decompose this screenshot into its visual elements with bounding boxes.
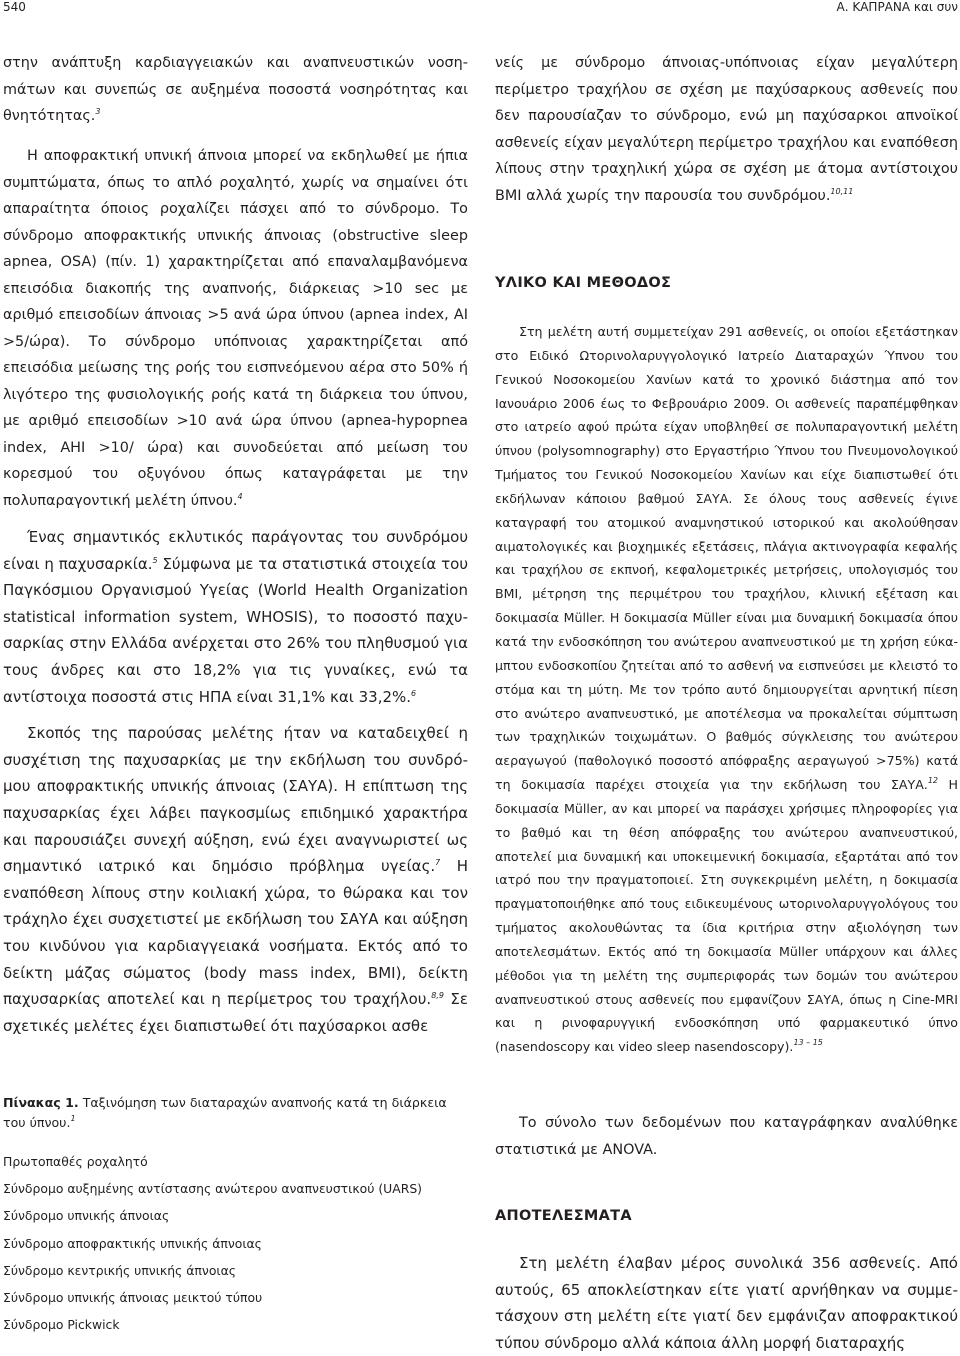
reference-marker: 8,9: [431, 991, 444, 1001]
table-row: Σύνδρομο υπνικής άπνοιας: [3, 1208, 170, 1224]
table-row: Σύνδρομο υπνικής άπνοιας μεικτού τύπου: [3, 1290, 263, 1306]
reference-marker: 7: [435, 858, 441, 868]
reference-marker: 12: [927, 776, 938, 786]
paragraph-text: Σκοπός της παρούσας μελέτης ήταν να καταδειχθεί η συσχέτιση της παχυσαρκίας με την εκδήλωση του συνδρόμου αποφρακτικής υπνικής άπνοιας (ΣΑΥΑ). Η επίπτωση της παχυσαρκίας έχει λάβει παγκοσμίως επιδημικό χαρακτήρα και παρουσιάζει συνεχή αύξηση, ενώ έχει αναγνωριστεί ως σημαντικό ιατρικό και δημόσιο πρόβλημα υγείας.: [3, 724, 468, 876]
reference-marker: 5: [152, 555, 158, 565]
paragraph-text: Σε σχετικές μελέτες έχει διαπιστωθεί ότι παχύσαρκοι ασθε: [3, 990, 469, 1035]
page-number: 540: [3, 0, 26, 14]
paragraph-neck-circumference: [495, 50, 958, 209]
table-caption: [3, 1093, 468, 1133]
paragraph-results: Στη μελέτη έλαβαν μέρος συνολικά 356 ασθενείς. Από αυτούς, 65 αποκλείστηκαν είτε γιατί αρνήθηκαν να συμμετάσχουν στη μελέτη είτε γιατί δεν εμφάνιζαν αποφρακτικού τύπου σύνδρομο αλλά κάποια άλλη μορφή διαταραχής: [495, 1254, 958, 1352]
paragraph-statistics: Το σύνολο των δεδομένων που καταγράφηκαν αναλύθηκε στατιστικά με ANOVA.: [495, 1115, 958, 1158]
paragraph-text: Σύμφωνα με τα στατιστικά στοιχεία του Παγκόσμιου Οργανισμού Υγείας (World Health Organization statistical information system, WHOSIS), το ποσοστό παχυσαρκίας στην Ελλάδα ανέρχεται στο 26% του πληθυσμού για τους άνδρες και στο 18,2% για τις γυναίκες, ενώ τα αντίστοιχα ποσοστά στις ΗΠΑ είναι 31,1% και 33,2%.: [3, 554, 468, 706]
running-head: Α. ΚΑΠΡΑΝΑ και συν: [836, 0, 958, 14]
reference-marker: 3: [95, 107, 101, 116]
table-rows: [3, 1148, 468, 1338]
paragraph-text: Η αποφρακτική υπνική άπνοια μπορεί να εκδηλωθεί με ήπια συμπτώματα, όπως το απλό ροχαλητό, χωρίς να σημαίνει ότι απαραίτητα όποιος ροχαλίζει πάσχει από το σύνδρομο. Το σύνδρομο αποφρακτικής υπνικής άπνοιας (obstructive sleep apnea, OSA) (πίν. 1) χαρακτηρίζεται από επαναλαμβανόμενα επεισόδια διακοπής της αναπνοής, διάρκειας >10 sec με αριθμό επεισοδίων άπνοιας >5 ανά ώρα ύπνου (apnea index, AI >5/ώρα). Το σύνδρομο υπόπνοιας χαρακτηρίζεται από επεισόδια μείωσης της ροής του εισπνεόμενου αέρα στο 50% ή λιγότερο της φυσιολογικής ροής κατά τη διάρκεια του ύπνου, με αριθμό επεισοδίων >10 ανά ώρα ύπνου (apnea-hypopnea index, AHI >10/ ώρα) και συνοδεύεται από μείωση του κορεσμού του οξυγόνου όπως καταγράφεται με την πολυπαραγοντική μελέτη ύπνου.: [3, 148, 468, 509]
paragraph-text: Η δοκιμασία Müller, αν και μπορεί να παράσχει χρήσιμες πληροφορίες για το βαθμό και τη θέση απόφραξης του ανώτερου αναπνευστικού, αποτελεί μια δυναμική και υποκειμενική δοκιμασία, εξαρτάται από τον ιατρό που την πραγματοποιεί. Στη συγκεκριμένη μελέτη, η δοκιμασία πραγματοποιήθηκε από τους ειδικευμένους ωτορινολαρυγγολόγους του τμήματος ακολουθώντας τα ίδια κριτήρια στην αξιολόγηση των αποτελεσμάτων. Εκτός από τη δοκιμασία Müller υπάρχουν και άλλες μέθοδοι για τη μελέτη της συμπεριφοράς των δομών του ανώτερου αναπνευστικού στους ασθενείς που εμφανίζουν ΣΑΥΑ, όπως η Cine-MRI και η ρινοφαρυγγική ενδοσκόπηση υπό φαρμακευτικό ύπνο (nasendoscopy και video sleep nasendoscopy).: [495, 777, 958, 1055]
table-row: Σύνδρομο αποφρακτικής υπνικής άπνοιας: [3, 1235, 262, 1251]
paragraph-obesity-factor: [3, 524, 468, 710]
paragraph-osa-definition: [3, 143, 468, 514]
table-row: Σύνδρομο αυξημένης αντίστασης ανώτερου αναπνευστικού (UARS): [3, 1181, 423, 1197]
caption-text: Ταξινόμηση των διαταραχών αναπνοής κατά τη διάρκεια του ύπνου.: [3, 1095, 447, 1130]
page-header: [0, 0, 960, 20]
table-row: Σύνδρομο κεντρικής υπνικής άπνοιας: [3, 1262, 237, 1278]
paragraph-text: νείς με σύνδρομο άπνοιας-υπόπνοιας είχαν μεγαλύτερη περίμετρο τραχήλου σε σχέση με παχύσαρκους ασθενείς που δεν παρουσίαζαν το σύνδρομο, ενώ μη παχύσαρκοι απνοϊκοί ασθενείς είχαν μεγαλύτερη περίμετρο τραχήλου και εναπόθεση λίπους στην τραχηλική χώρα σε σχέση με άτομα αντίστοιχου BMI αλλά χωρίς την παρουσία του συνδρόμου.: [495, 55, 958, 204]
paragraph-text: στην ανάπτυξη καρδιαγγειακών και αναπνευστικών νοσηmάτων και συνεπώς σε αυξημένα ποσοστά νοσηρότητας και θνητότητας.: [3, 55, 468, 124]
reference-marker: 4: [237, 491, 243, 501]
right-column: [495, 50, 958, 1352]
table-label: Πίνακας 1.: [3, 1095, 79, 1110]
reference-marker: 6: [411, 688, 417, 698]
left-column: [3, 50, 469, 1333]
paragraph-intro-end: [3, 50, 468, 130]
paragraph-text: Η εναπόθεση λίπους στην κοιλιακή χώρα, το θώρακα και τον τράχηλο έχει συσχετιστεί με εκδήλωση του ΣΑΥΑ και αύξηση του κινδύνου για καρδιαγγειακά νοσήματα. Εκτός από το δείκτη μάζας σώματος (body mass index, BMI), δείκτη παχυσαρκίας αποτελεί και η περίμετρος του τραχήλου.: [3, 857, 468, 1009]
section-heading-methods: ΥΛΙΚΟ ΚΑΙ ΜΕΘΟΔΟΣ: [495, 275, 672, 291]
reference-marker: 1: [70, 1114, 76, 1123]
paragraph-text: Ένας σημαντικός εκλυτικός παράγοντας του συνδρόμου είναι η παχυσαρκία.: [3, 528, 468, 573]
table-row: Πρωτοπαθές ροχαλητό: [3, 1154, 148, 1169]
table-row: Σύνδρομο Pickwick: [3, 1317, 120, 1333]
section-heading-results: ΑΠΟΤΕΛΕΣΜΑΤΑ: [495, 1208, 632, 1224]
reference-marker: 13 – 15: [793, 1038, 823, 1048]
paragraph-methods: [495, 320, 958, 1059]
paragraph-study-aim: [3, 720, 468, 1039]
table-1: [3, 1093, 468, 1338]
paragraph-text: Στη μελέτη αυτή συμμετείχαν 291 ασθενείς, οι οποίοι εξετάστηκαν στο Ειδικό Ωτορινολαρυγγολογικό Ιατρείο Διαταραχών Ύπνου του Γενικού Νοσοκομείου Χανίων κατά το χρονικό διάστημα από τον Ιανουάριο 2006 έως το Φεβρουάριο 2009. Οι ασθενείς παραπέμφθηκαν στο ιατρείο αφού πρώτα είχαν υποβληθεί σε πολυπαραγοντική μελέτη ύπνου (polysomnography) στο Εργαστήριο Ύπνου του Πνευμονολογικού Τμήματος του Γενικού Νοσοκομείου Χανίων και είχε διαπιστωθεί ότι εκδήλωναν κάποιου βαθμού ΣΑΥΑ. Σε όλους τους ασθενείς έγινε καταγραφή του ατομικού αναμνηστικού ιστορικού και ακολούθησαν αιματολογικές και βιοχημικές εξετάσεις, πλάγια ακτινογραφία κεφαλής και τραχήλου σε εκπνοή, κεφαλομετρικές μετρήσεις, υπολογισμός του BMI, μέτρηση της περιμέτρου του τραχήλου, κλινική εξέταση και δοκιμασία Müller. Η δοκιμασία Müller είναι μια δυναμική δοκιμασία όπου κατά την ενδοσκόπηση του ανώτερου αναπνευστικού με τη χρήση εύκαμπτου ενδοσκοπίου ζητείται από το ασθενή να εισπνεύσει με κλειστό το στόμα και τη μύτη. Με τον τρόπο αυτό δημιουργείται αρνητική πίεση στο ανώτερο αναπνευστικό, με αποτέλεσμα να προκαλείται σύμπτωση των τραχηλικών τοιχωμάτων. Ο βαθμός σύγκλεισης του ανώτερου αεραγωγού (παθολογικό ποσοστό απόφραξης αεραγωγού >75%) κατά τη δοκιμασία παρέχει στοιχεία για την εκδήλωση του ΣΑΥΑ.: [495, 324, 958, 793]
reference-marker: 10,11: [830, 186, 854, 196]
